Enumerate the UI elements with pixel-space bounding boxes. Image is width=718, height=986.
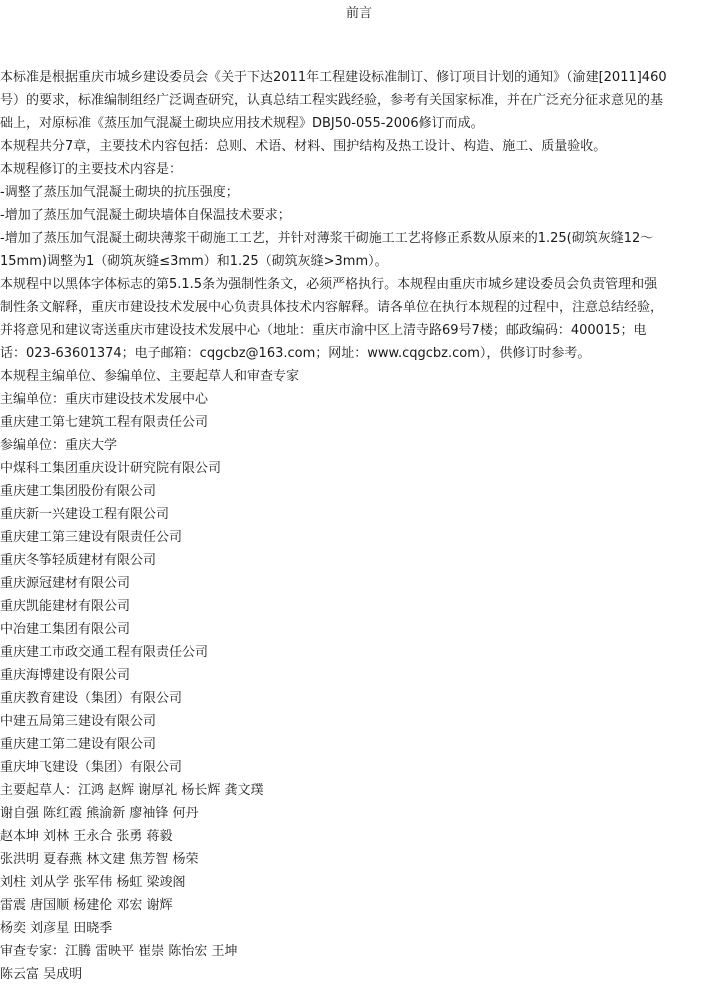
text-line: 本规程中以黑体字体标志的第5.1.5条为强制性条文，必须严格执行。本规程由重庆市城乡建设委员会负责管理和强 [0, 277, 658, 292]
unit-line: 重庆建工集团股份有限公司 [0, 484, 157, 499]
people-line: 刘柱 刘从学 张军伟 杨虹 梁竣阁 [0, 875, 186, 890]
revision-item: -调整了蒸压加气混凝土砌块的抗压强度； [0, 185, 239, 200]
unit-line: 重庆坤飞建设（集团）有限公司 [0, 760, 183, 775]
people-line: 杨奕 刘彦星 田晓季 [0, 921, 113, 936]
text-line: 础上，对原标准《蒸压加气混凝土砌块应用技术规程》DBJ50-055-2006修订而成。 [0, 116, 484, 131]
paragraph-revision-intro: 本规程修订的主要技术内容是： [0, 162, 183, 177]
paragraph-basis [0, 66, 718, 135]
revision-item [0, 227, 718, 273]
unit-line: 主编单位：重庆市建设技术发展中心 [0, 392, 209, 407]
unit-line: 参编单位：重庆大学 [0, 438, 118, 453]
people-line: 主要起草人：江鸿 赵辉 谢厚礼 杨长辉 龚文璞 [0, 783, 264, 798]
revision-item: -增加了蒸压加气混凝土砌块墙体自保温技术要求； [0, 208, 291, 223]
people-line: 审查专家：江腾 雷映平 崔崇 陈怡宏 王坤 [0, 944, 238, 959]
paragraph-contributors-heading: 本规程主编单位、参编单位、主要起草人和审查专家 [0, 369, 300, 384]
unit-line: 重庆凯能建材有限公司 [0, 599, 131, 614]
text-line: 15mm)调整为1（砌筑灰缝≤3mm）和1.25（砌筑灰缝>3mm）。 [0, 254, 388, 269]
unit-line: 重庆建工市政交通工程有限责任公司 [0, 645, 209, 660]
unit-line: 重庆源冠建材有限公司 [0, 576, 131, 591]
text-line: 号）的要求，标准编制组经广泛调查研究，认真总结工程实践经验，参考有关国家标准，并在广泛充分征求意见的基 [0, 93, 664, 108]
unit-line: 重庆冬筝轻质建材有限公司 [0, 553, 157, 568]
text-line: 话：023-63601374；电子邮箱：cqgcbz@163.com；网址：www.cqgcbz.com），供修订时参考。 [0, 346, 591, 361]
unit-line: 中冶建工集团有限公司 [0, 622, 131, 637]
unit-line: 重庆建工第七建筑工程有限责任公司 [0, 415, 209, 430]
unit-line: 重庆新一兴建设工程有限公司 [0, 507, 170, 522]
paragraph-mandatory-clause [0, 273, 718, 365]
unit-list [0, 388, 718, 779]
unit-line: 重庆建工第三建设有限责任公司 [0, 530, 183, 545]
unit-line: 重庆海博建设有限公司 [0, 668, 131, 683]
unit-line: 中煤科工集团重庆设计研究院有限公司 [0, 461, 222, 476]
text-line: 本标准是根据重庆市城乡建设委员会《关于下达2011年工程建设标准制订、修订项目计划的通知》（渝建[2011]460 [0, 70, 667, 85]
unit-line: 重庆建工第二建设有限公司 [0, 737, 157, 752]
unit-line: 中建五局第三建设有限公司 [0, 714, 157, 729]
people-line: 谢自强 陈红霞 熊渝新 廖袖锋 何丹 [0, 806, 199, 821]
text-line: -增加了蒸压加气混凝土砌块薄浆干砌施工工艺，并针对薄浆干砌施工工艺将修正系数从原来的1.25(砌筑灰缝12～ [0, 231, 654, 246]
people-list [0, 779, 718, 986]
people-line: 雷震 唐国顺 杨建伦 邓宏 谢辉 [0, 898, 173, 913]
text-line: 并将意见和建议寄送重庆市建设技术发展中心（地址：重庆市渝中区上清寺路69号7楼；邮政编码：400015；电 [0, 323, 647, 338]
paragraph-chapters: 本规程共分7章，主要技术内容包括：总则、术语、材料、围护结构及热工设计、构造、施工、质量验收。 [0, 139, 607, 154]
document-body [0, 66, 718, 986]
people-line: 陈云富 吴成明 [0, 967, 83, 982]
unit-line: 重庆教育建设（集团）有限公司 [0, 691, 183, 706]
people-line: 张洪明 夏春燕 林文建 焦芳智 杨荣 [0, 852, 199, 867]
text-line: 制性条文解释，重庆市建设技术发展中心负责具体技术内容解释。请各单位在执行本规程的过程中，注意总结经验， [0, 300, 664, 315]
page-title: 前言 [345, 6, 372, 21]
people-line: 赵本坤 刘林 王永合 张勇 蒋毅 [0, 829, 173, 844]
